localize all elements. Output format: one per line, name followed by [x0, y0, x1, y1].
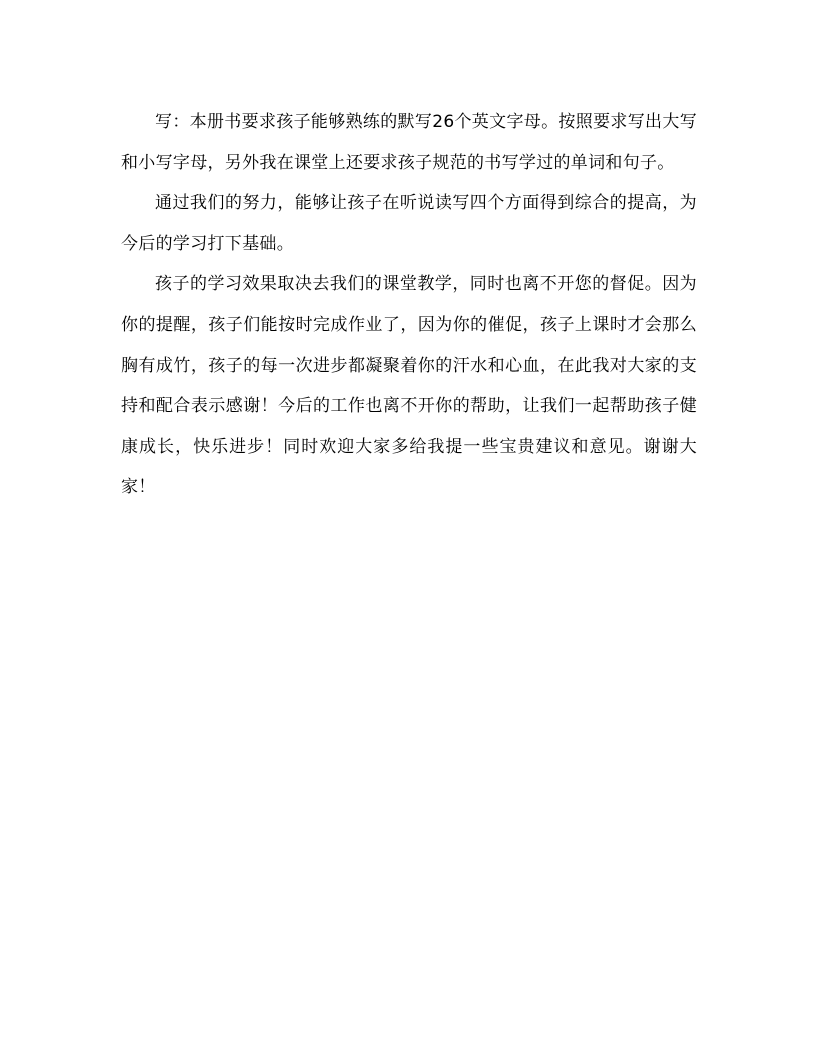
document-body [121, 102, 697, 508]
paragraph-writing-requirements: 写：本册书要求孩子能够熟练的默写26个英文字母。按照要求写出大写和小写字母，另外我在课堂上还要求孩子规范的书写学过的单词和句子。 [121, 112, 697, 173]
paragraph-thanks-to-parents: 孩子的学习效果取决去我们的课堂教学，同时也离不开您的督促。因为你的提醒，孩子们能按时完成作业了，因为你的催促，孩子上课时才会那么胸有成竹，孩子的每一次进步都凝聚着你的汗水和心血，在此我对大家的支持和配合表示感谢！今后的工作也离不开你的帮助，让我们一起帮助孩子健康成长，快乐进步！同时欢迎大家多给我提一些宝贵建议和意见。谢谢大家！ [121, 274, 697, 498]
paragraph-effort-outcome: 通过我们的努力，能够让孩子在听说读写四个方面得到综合的提高，为今后的学习打下基础。 [121, 193, 697, 254]
